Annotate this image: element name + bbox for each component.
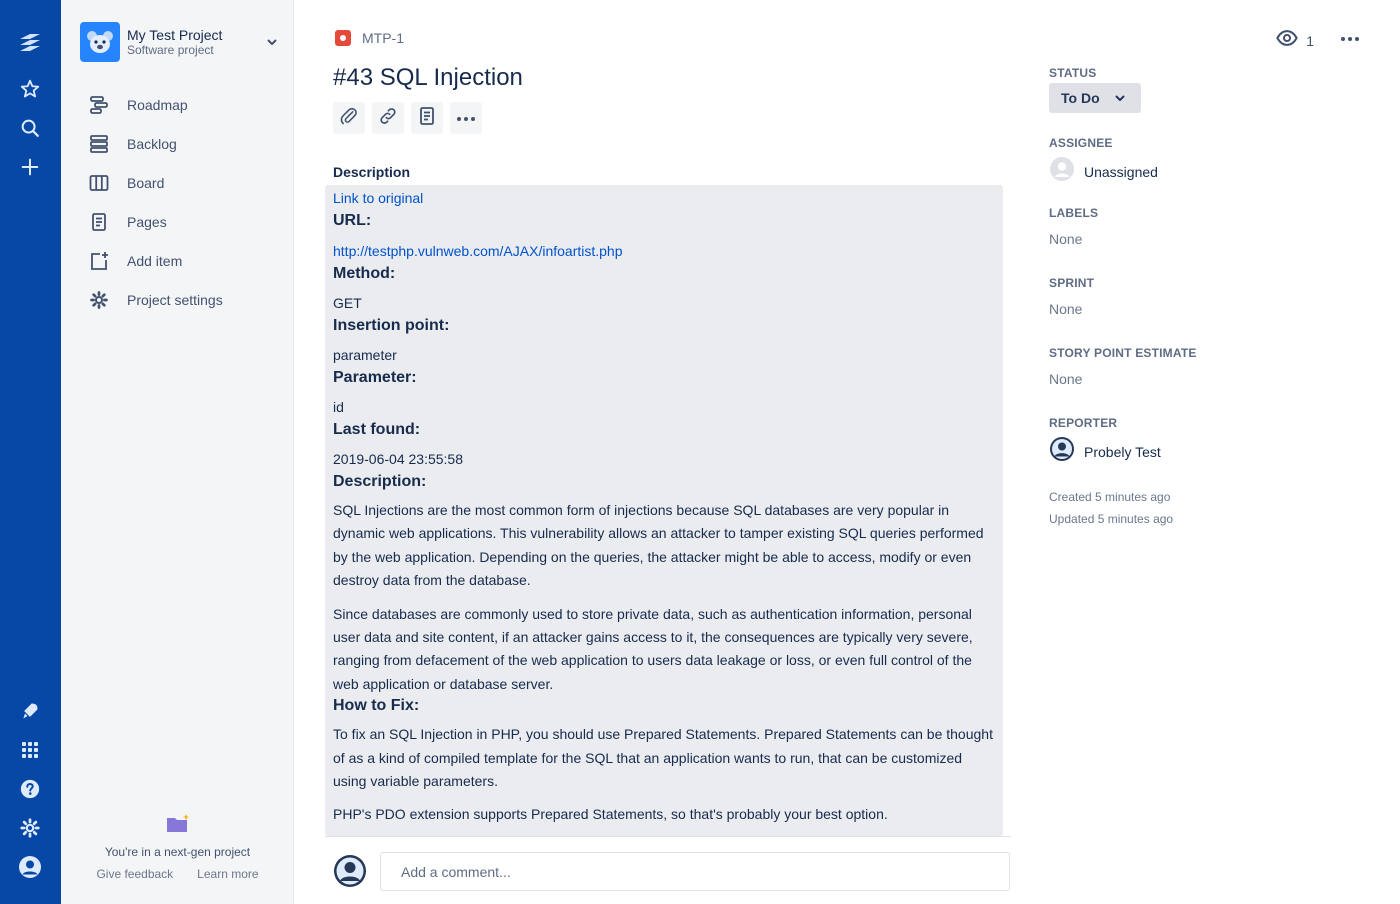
backlog-icon (87, 132, 111, 156)
attach-button[interactable] (333, 102, 365, 134)
more-actions-button[interactable] (450, 102, 482, 134)
reporter-value: Probely Test (1084, 443, 1161, 460)
star-icon[interactable] (15, 74, 45, 104)
last-found-heading: Last found: (333, 421, 421, 438)
status-label: STATUS (1049, 66, 1097, 80)
next-gen-text: You're in a next-gen project (104, 845, 251, 859)
watch-button[interactable] (1276, 29, 1314, 52)
project-nav (87, 85, 287, 319)
updated-time: Updated 5 minutes ago (1049, 512, 1174, 526)
board-icon (87, 171, 111, 195)
description-paragraph-1: SQL Injections are the most common form of injections because SQL databases are very popular in dynamic web applications. This vulnerability allows an attacker to tamper existing SQL queries performed by the web application. Depending on the queries, the attacker might be able to access, modify or even destroy data from the database. (333, 502, 984, 589)
sidebar-item-backlog[interactable] (87, 124, 287, 163)
sidebar-item-roadmap[interactable] (87, 85, 287, 124)
rocket-icon[interactable] (15, 696, 45, 726)
sidebar-item-label: Board (127, 174, 165, 191)
method-heading: Method: (333, 265, 396, 282)
project-switcher[interactable] (80, 22, 280, 62)
ellipsis-icon (456, 109, 476, 127)
pages-icon (87, 210, 111, 234)
watcher-count: 1 (1306, 32, 1314, 49)
search-icon[interactable] (15, 113, 45, 143)
folder-icon (61, 814, 294, 839)
eye-icon (1276, 29, 1298, 52)
insertion-point-value: parameter (333, 347, 397, 363)
chevron-down-icon[interactable] (264, 34, 280, 50)
story-point-value[interactable]: None (1049, 371, 1083, 387)
bug-icon (335, 30, 351, 46)
parameter-heading: Parameter: (333, 369, 417, 386)
comment-composer (325, 836, 1011, 904)
url-link[interactable]: http://testphp.vulnweb.com/AJAX/infoartist.php (333, 243, 623, 259)
sidebar-item-board[interactable] (87, 163, 287, 202)
gear-icon (87, 288, 111, 312)
status-dropdown[interactable] (1049, 83, 1141, 113)
sidebar-item-label: Project settings (127, 291, 223, 308)
sprint-label: SPRINT (1049, 276, 1095, 290)
assignee-field[interactable] (1050, 157, 1158, 186)
reporter-avatar (1050, 437, 1074, 466)
labels-label: LABELS (1049, 206, 1099, 220)
jira-logo-icon[interactable] (15, 27, 45, 57)
link-to-original[interactable]: Link to original (333, 190, 424, 206)
more-options-button[interactable] (1338, 28, 1362, 48)
insertion-point-heading: Insertion point: (333, 317, 450, 334)
reporter-field[interactable] (1050, 437, 1161, 466)
create-page-button[interactable] (411, 102, 443, 134)
sprint-value[interactable]: None (1049, 301, 1083, 317)
add-item-icon (87, 249, 111, 273)
app-switcher-icon[interactable] (15, 735, 45, 765)
give-feedback-link[interactable]: Give feedback (96, 867, 174, 881)
link-icon (378, 106, 398, 131)
labels-value[interactable]: None (1049, 231, 1083, 247)
comment-input[interactable] (380, 852, 1010, 891)
sidebar-item-label: Roadmap (127, 96, 188, 113)
user-avatar (334, 855, 366, 887)
sidebar-item-add-item[interactable] (87, 241, 287, 280)
fix-paragraph-2: PHP's PDO extension supports Prepared Statements, so that's probably your best option. (333, 806, 888, 823)
issue-view (294, 0, 1400, 904)
paperclip-icon (339, 106, 359, 131)
project-type: Software project (127, 43, 214, 57)
assignee-value: Unassigned (1084, 163, 1158, 180)
plus-icon[interactable] (15, 152, 45, 182)
ellipsis-icon (1340, 29, 1360, 47)
sidebar-item-label: Backlog (127, 135, 177, 152)
reporter-label: REPORTER (1049, 416, 1118, 430)
issue-key-link[interactable]: MTP-1 (362, 30, 404, 46)
chevron-down-icon (1114, 92, 1126, 104)
fix-paragraph-1: To fix an SQL Injection in PHP, you should use Prepared Statements. Prepared Statements can be thought of as a kind of compiled template for the SQL that an application wants to run, that can be customized using variable parameters. (333, 726, 993, 790)
profile-icon[interactable] (15, 852, 45, 882)
parameter-value: id (333, 399, 344, 415)
learn-more-link[interactable]: Learn more (197, 867, 259, 881)
sidebar-footer (61, 814, 294, 881)
project-sidebar (61, 0, 294, 904)
help-icon[interactable] (15, 774, 45, 804)
breadcrumb (335, 30, 404, 46)
issue-title[interactable]: #43 SQL Injection (333, 64, 523, 91)
sidebar-item-label: Pages (127, 213, 167, 230)
sidebar-item-label: Add item (127, 252, 183, 269)
unassigned-avatar (1050, 157, 1074, 186)
how-to-fix-heading: How to Fix: (333, 697, 420, 715)
sidebar-item-project-settings[interactable] (87, 280, 287, 319)
status-value: To Do (1061, 90, 1100, 106)
url-heading: URL: (333, 212, 372, 229)
settings-icon[interactable] (15, 813, 45, 843)
page-icon (417, 106, 437, 131)
global-nav (0, 0, 61, 904)
method-value: GET (333, 295, 362, 311)
last-found-value: 2019-06-04 23:55:58 (333, 451, 463, 467)
created-time: Created 5 minutes ago (1049, 490, 1171, 504)
story-point-label: STORY POINT ESTIMATE (1049, 346, 1197, 360)
project-avatar (80, 22, 120, 62)
sidebar-item-pages[interactable] (87, 202, 287, 241)
description-body[interactable] (325, 185, 1003, 836)
issue-toolbar (333, 102, 482, 134)
description-label: Description (333, 164, 411, 180)
project-name: My Test Project (127, 27, 223, 43)
description-heading: Description: (333, 473, 427, 490)
description-paragraph-2: Since databases are commonly used to store private data, such as authentication information, personal user data and site content, if an attacker gains access to it, the consequences are typically very severe, ranging from defacement of the web application to users data leakage or loss, or even full control of the web application or database server. (333, 605, 973, 692)
roadmap-icon (87, 93, 111, 117)
assignee-label: ASSIGNEE (1049, 136, 1113, 150)
link-issue-button[interactable] (372, 102, 404, 134)
